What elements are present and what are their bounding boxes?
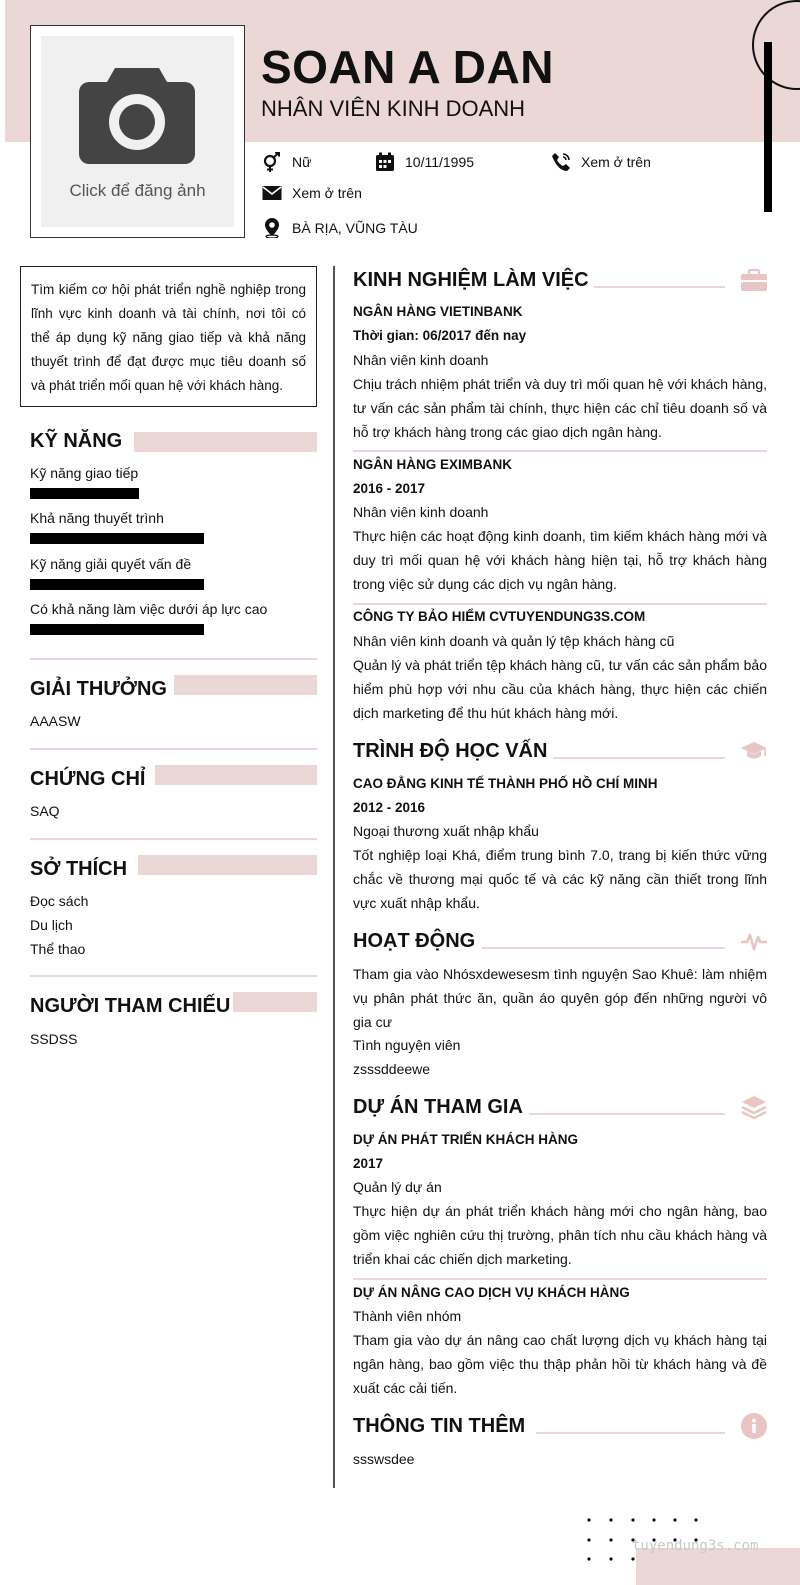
activity-extra: zsssddeewe bbox=[353, 1061, 431, 1077]
hobby-item: Du lịch bbox=[30, 917, 73, 933]
additional-title-line bbox=[536, 1432, 725, 1434]
decorative-bar bbox=[764, 42, 772, 212]
info-birthday bbox=[375, 152, 474, 172]
job-position: Nhân viên kinh doanh bbox=[353, 352, 489, 368]
job-position: Nhân viên kinh doanh bbox=[353, 504, 489, 520]
info-gender bbox=[262, 152, 311, 172]
section-divider bbox=[30, 658, 317, 660]
location-pin-icon bbox=[262, 218, 282, 238]
experience-title: KINH NGHIỆM LÀM VIỆC bbox=[353, 269, 589, 291]
hobby-item: Đọc sách bbox=[30, 893, 89, 909]
project-role: Quản lý dự án bbox=[353, 1179, 442, 1195]
education-title-line bbox=[553, 757, 725, 759]
certificate-item: SAQ bbox=[30, 803, 60, 819]
skill-level-bar bbox=[30, 488, 139, 499]
section-divider bbox=[30, 975, 317, 977]
info-address bbox=[262, 218, 418, 238]
column-divider bbox=[333, 266, 335, 1488]
hobby-item: Thể thao bbox=[30, 941, 86, 957]
projects-title-line bbox=[529, 1113, 725, 1115]
experience-title-line bbox=[594, 286, 725, 288]
job-description: Chịu trách nhiệm phát triển và duy trì mối quan hệ với khách hàng, tư vấn các sản phẩm tài chính, thực hiện các chỉ tiêu doanh số và hỗ trợ khách hàng trong các giao dịch ngân hàng. bbox=[353, 376, 767, 440]
hobbies-title: SỞ THÍCH bbox=[30, 858, 128, 880]
entry-separator bbox=[353, 450, 767, 452]
project-description: Tham gia vào dự án nâng cao chất lượng dịch vụ khách hàng tại ngân hàng, bao gồm việc thu thập phản hồi từ khách hàng và đề xuất các cải tiến. bbox=[353, 1332, 767, 1396]
references-title: NGƯỜI THAM CHIẾU bbox=[30, 995, 231, 1017]
job-company: NGÂN HÀNG VIETINBANK bbox=[353, 304, 523, 319]
additional-text: ssswsdee bbox=[353, 1451, 415, 1467]
activities-title: HOẠT ĐỘNG bbox=[353, 930, 476, 952]
education-major: Ngoại thương xuất nhập khẩu bbox=[353, 823, 539, 839]
envelope-icon bbox=[262, 185, 282, 201]
project-role: Thành viên nhóm bbox=[353, 1308, 462, 1324]
education-description: Tốt nghiệp loại Khá, điểm trung bình 7.0, trang bị kiến thức vững chắc về thương mại quốc tế và các kỹ năng cần thiết trong lĩnh vực xuất nhập khẩu. bbox=[353, 847, 767, 911]
skill-name: Kỹ năng giao tiếp bbox=[30, 465, 139, 481]
job-company: NGÂN HÀNG EXIMBANK bbox=[353, 457, 513, 472]
activity-role: Tình nguyện viên bbox=[353, 1037, 461, 1053]
award-item: AAASW bbox=[30, 713, 81, 729]
skill-name: Có khả năng làm việc dưới áp lực cao bbox=[30, 601, 268, 617]
pulse-icon bbox=[741, 931, 767, 951]
skill-level-bar bbox=[30, 533, 204, 544]
job-position: Nhân viên kinh doanh và quản lý tệp khách hàng cũ bbox=[353, 633, 675, 649]
phone-value: Xem ở trên bbox=[581, 154, 651, 170]
skill-name: Kỹ năng giải quyết vấn đề bbox=[30, 556, 192, 572]
projects-title: DỰ ÁN THAM GIA bbox=[353, 1096, 523, 1118]
photo-placeholder[interactable] bbox=[41, 36, 234, 227]
watermark: tuyendung3s.com bbox=[632, 1538, 759, 1554]
skills-title-bar bbox=[134, 432, 317, 452]
project-name: DỰ ÁN PHÁT TRIỂN KHÁCH HÀNG bbox=[353, 1132, 578, 1147]
info-phone bbox=[551, 152, 651, 172]
education-time: 2012 - 2016 bbox=[353, 800, 426, 815]
project-description: Thực hiện dự án phát triển khách hàng mới cho ngân hàng, bao gồm việc nghiên cứu thị trường, phân tích nhu cầu khách hàng và triển khai các chiến dịch marketing. bbox=[353, 1203, 767, 1267]
awards-title-bar bbox=[174, 675, 317, 695]
photo-caption[interactable]: Click để đăng ảnh bbox=[69, 181, 206, 200]
references-title-bar bbox=[233, 992, 317, 1012]
skill-name: Khả năng thuyết trình bbox=[30, 510, 164, 526]
job-time: 2016 - 2017 bbox=[353, 481, 426, 496]
section-divider bbox=[30, 748, 317, 750]
birthday-value: 10/11/1995 bbox=[405, 154, 475, 170]
job-title: NHÂN VIÊN KINH DOANH bbox=[261, 96, 526, 121]
layers-icon bbox=[741, 1095, 767, 1119]
briefcase-icon bbox=[741, 269, 767, 291]
camera-icon bbox=[79, 64, 195, 166]
address-value: BÀ RỊA, VŨNG TÀU bbox=[292, 220, 418, 236]
skill-level-bar bbox=[30, 579, 204, 590]
skills-title: KỸ NĂNG bbox=[30, 430, 123, 452]
job-time: Thời gian: 06/2017 đến nay bbox=[353, 328, 527, 343]
calendar-icon bbox=[375, 152, 395, 172]
awards-title: GIẢI THƯỞNG bbox=[30, 678, 167, 700]
entry-separator bbox=[353, 1278, 767, 1280]
reference-item: SSDSS bbox=[30, 1031, 78, 1047]
section-divider bbox=[30, 838, 317, 840]
gender-icon bbox=[262, 152, 282, 172]
gender-value: Nữ bbox=[292, 154, 312, 170]
graduation-cap-icon bbox=[741, 741, 767, 761]
job-description: Quản lý và phát triển tệp khách hàng cũ, tư vấn các sản phẩm bảo hiểm phù hợp với nhu cầu của khách hàng, thực hiện các chiến dịch marketing để thu hút khách hàng mới. bbox=[353, 657, 767, 721]
activities-title-line bbox=[482, 947, 725, 949]
job-description: Thực hiện các hoạt động kinh doanh, tìm kiếm khách hàng mới và duy trì mối quan hệ với khách hàng hiện tại, hỗ trợ khách hàng trong việc sử dụng các dịch vụ ngân hàng. bbox=[353, 528, 767, 592]
hobbies-title-bar bbox=[138, 855, 317, 875]
info-email bbox=[262, 185, 362, 201]
education-title: TRÌNH ĐỘ HỌC VẤN bbox=[353, 740, 548, 762]
phone-icon bbox=[551, 152, 571, 172]
certificates-title: CHỨNG CHỈ bbox=[30, 768, 146, 790]
info-icon bbox=[741, 1413, 767, 1439]
project-name: DỰ ÁN NÂNG CAO DỊCH VỤ KHÁCH HÀNG bbox=[353, 1285, 630, 1300]
project-time: 2017 bbox=[353, 1156, 384, 1171]
career-objective: Tìm kiếm cơ hội phát triển nghề nghiệp trong lĩnh vực kinh doanh và tài chính, nơi tôi có thể áp dụng kỹ năng giao tiếp và khả năng thuyết trình để đạt được mục tiêu doanh số và phát triển mối quan hệ với khách hàng. bbox=[20, 266, 317, 407]
activity-description: Tham gia vào Nhósxdewesesm tình nguyện Sao Khuê: làm nhiệm vụ phân phát thức ăn, quần áo quyên góp đến những người vô gia cư bbox=[353, 966, 767, 1030]
education-school: CAO ĐẲNG KINH TẾ THÀNH PHỐ HỒ CHÍ MINH bbox=[353, 776, 658, 791]
job-company: CÔNG TY BẢO HIỂM CVTUYENDUNG3S.COM bbox=[353, 609, 646, 624]
photo-frame[interactable] bbox=[30, 25, 245, 238]
skill-level-bar bbox=[30, 624, 204, 635]
email-value: Xem ở trên bbox=[292, 185, 362, 201]
candidate-name: SOAN A DAN bbox=[261, 41, 554, 93]
certificates-title-bar bbox=[155, 765, 317, 785]
additional-title: THÔNG TIN THÊM bbox=[353, 1415, 526, 1437]
